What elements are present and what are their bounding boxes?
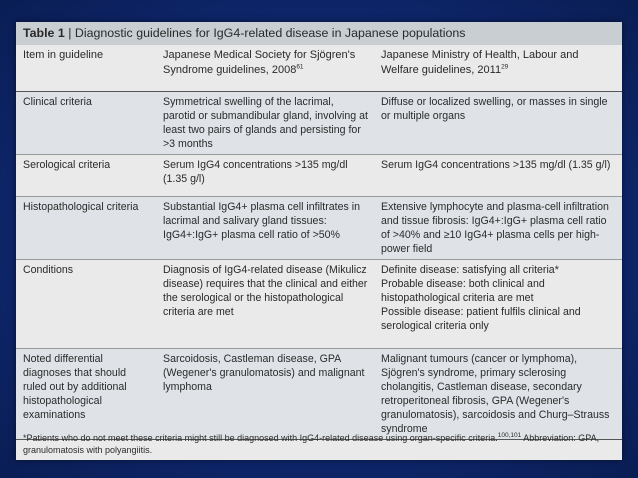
- cell-mhlw: Diffuse or localized swelling, or masses in single or multiple organs: [374, 91, 622, 154]
- cell-mhlw: Extensive lymphocyte and plasma-cell infiltration and tissue fibrosis: IgG4+:IgG+ plasma cell ratio of >40% and ≥10 IgG4+ plasma cells per high-power field: [374, 196, 622, 259]
- table-row: [16, 259, 622, 348]
- table-footnote: *Patients who do not meet these criteria might still be diagnosed with IgG4-related disease using organ-specific criteria.$^{100,101}$ Abbreviation: GPA, granulomatosis with polyangiitis.: [23, 432, 600, 455]
- probable-disease: Probable disease: both clinical and histopathological criteria are met: [381, 277, 545, 304]
- cell-mhlw: Serum IgG4 concentrations >135 mg/dl (1.35 g/l): [374, 154, 622, 196]
- title-separator: |: [68, 26, 72, 40]
- guidelines-table: [16, 45, 622, 440]
- definite-disease: Definite disease: satisfying all criteria*: [381, 263, 559, 276]
- cell-sjogren: Sarcoidosis, Castleman disease, GPA (Wegener's granulomatosis) and malignant lymphoma: [156, 348, 374, 439]
- header-sjogren: Japanese Medical Society for Sjögren's Syndrome guidelines, 2008$^{61}$: [156, 45, 374, 91]
- table-row: [16, 154, 622, 196]
- cell-sjogren: Diagnosis of IgG4-related disease (Mikulicz disease) requires that the clinical and either the serological or the histopathological criteria are met: [156, 259, 374, 348]
- table-header-row: [16, 45, 622, 91]
- cell-mhlw: Malignant tumours (cancer or lymphoma), Sjögren's syndrome, primary sclerosing cholangitis, Castleman disease, secondary retroperitoneal fibrosis, GPA (Wegener's granulomatosis), sarcoidosis and Churg–Strauss syndrome: [374, 348, 622, 439]
- table-label: Table 1: [23, 26, 65, 40]
- cell-item: Noted differential diagnoses that should ruled out by additional histopathological examinations: [16, 348, 156, 439]
- cell-item: Clinical criteria: [16, 91, 156, 154]
- possible-disease: Possible disease: patient fulfils clinical and serological criteria only: [381, 305, 581, 332]
- slide: [16, 22, 622, 460]
- table-caption: Diagnostic guidelines for IgG4-related disease in Japanese populations: [74, 26, 466, 40]
- cell-sjogren: Substantial IgG4+ plasma cell infiltrates in lacrimal and salivary gland tissues: IgG4+:IgG+ plasma cell ratio of >50%: [156, 196, 374, 259]
- cell-sjogren: Serum IgG4 concentrations >135 mg/dl (1.35 g/l): [156, 154, 374, 196]
- footnote-refs: 100,101: [497, 432, 522, 439]
- cell-mhlw: [374, 259, 622, 348]
- table-row: [16, 196, 622, 259]
- cell-item: Histopathological criteria: [16, 196, 156, 259]
- cell-item: Conditions: [16, 259, 156, 348]
- table-title: [16, 22, 622, 45]
- header-item: Item in guideline: [16, 45, 156, 91]
- cell-item: Serological criteria: [16, 154, 156, 196]
- cell-sjogren: Symmetrical swelling of the lacrimal, parotid or submandibular gland, involving at least two pairs of glands and persisting for >3 months: [156, 91, 374, 154]
- header-mhlw: Japanese Ministry of Health, Labour and Welfare guidelines, 2011$^{29}$: [374, 45, 622, 91]
- table-row: [16, 91, 622, 154]
- table-row: [16, 348, 622, 439]
